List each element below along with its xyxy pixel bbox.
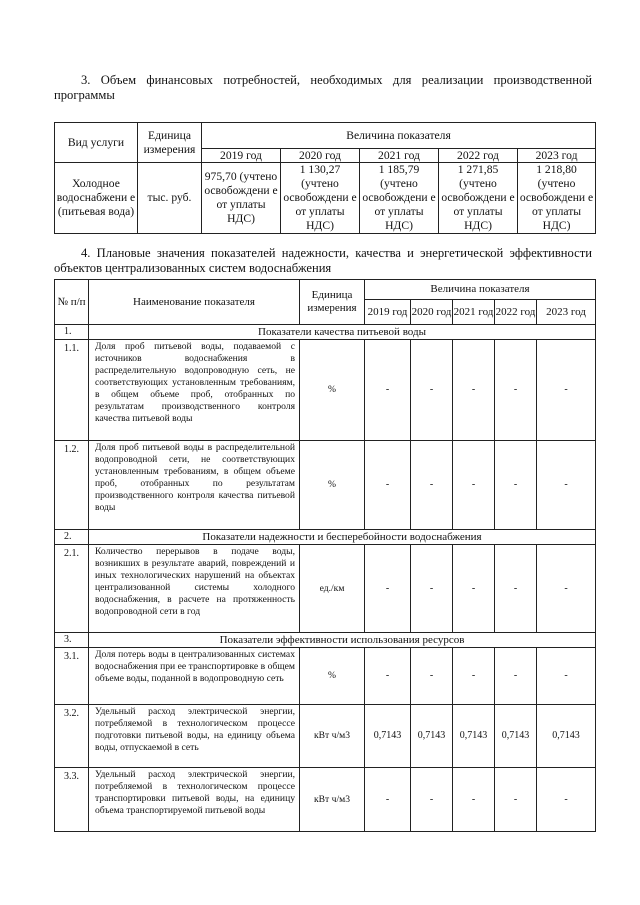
group-title: Показатели качества питьевой воды <box>89 325 596 340</box>
unit-cell: % <box>300 441 365 530</box>
value-cell: 1 218,80 (учтено освобождени е от уплаты НДС) <box>518 163 596 234</box>
header-year: 2019 год <box>365 300 411 325</box>
section-4-heading: 4. Плановые значения показателей надежности, качества и энергетической эффективности объектов централизованных систем водоснабжения <box>54 246 592 275</box>
group-title: Показатели эффективности использования ресурсов <box>89 633 596 648</box>
value-cell: 1 185,79 (учтено освобождени е от уплаты НДС) <box>360 163 439 234</box>
unit-cell: % <box>300 340 365 441</box>
service-cell: Холодное водоснабжени е (питьевая вода) <box>55 163 138 234</box>
header-service-type: Вид услуги <box>55 123 138 163</box>
value-cell: - <box>537 441 596 530</box>
value-cell: 975,70 (учтено освобождени е от уплаты НДС) <box>202 163 281 234</box>
row-number: 2.1. <box>55 545 89 633</box>
value-cell: - <box>495 768 537 832</box>
header-year: 2023 год <box>518 149 596 163</box>
header-year: 2022 год <box>439 149 518 163</box>
value-cell: 0,7143 <box>365 705 411 768</box>
indicator-name: Удельный расход электрической энергии, потребляемой в технологическом процессе транспортировки питьевой воды, на единицу объема транспортируемой питьевой воды <box>89 768 300 832</box>
header-year: 2019 год <box>202 149 281 163</box>
group-number: 1. <box>55 325 89 340</box>
value-cell: - <box>365 768 411 832</box>
value-cell: - <box>411 648 453 705</box>
value-cell: - <box>453 441 495 530</box>
header-indicator-value: Величина показателя <box>202 123 596 149</box>
group-number: 3. <box>55 633 89 648</box>
value-cell: - <box>365 441 411 530</box>
value-cell: 0,7143 <box>453 705 495 768</box>
value-cell: - <box>411 768 453 832</box>
group-title: Показатели надежности и бесперебойности водоснабжения <box>89 530 596 545</box>
header-row-number: № п/п <box>55 280 89 325</box>
value-cell: - <box>453 648 495 705</box>
value-cell: - <box>365 648 411 705</box>
unit-cell: ед./км <box>300 545 365 633</box>
value-cell: - <box>495 441 537 530</box>
value-cell: - <box>495 545 537 633</box>
value-cell: - <box>411 545 453 633</box>
value-cell: - <box>411 340 453 441</box>
value-cell: - <box>453 768 495 832</box>
value-cell: 1 271,85 (учтено освобождени е от уплаты НДС) <box>439 163 518 234</box>
header-indicator-value: Величина показателя <box>365 280 596 300</box>
value-cell: - <box>495 648 537 705</box>
value-cell: - <box>453 545 495 633</box>
value-cell: - <box>537 648 596 705</box>
unit-cell: кВт ч/м3 <box>300 705 365 768</box>
header-year: 2020 год <box>411 300 453 325</box>
indicator-name: Удельный расход электрической энергии, потребляемой в технологическом процессе подготовки питьевой воды, на единицу объема воды, отпускаемой в сеть <box>89 705 300 768</box>
header-year: 2021 год <box>360 149 439 163</box>
unit-cell: тыс. руб. <box>138 163 202 234</box>
indicator-name: Доля потерь воды в централизованных системах водоснабжения при ее транспортировке в общем объеме воды, поданной в водопроводную сеть <box>89 648 300 705</box>
header-unit: Единица измерения <box>300 280 365 325</box>
unit-cell: % <box>300 648 365 705</box>
header-unit: Единица измерения <box>138 123 202 163</box>
value-cell: - <box>453 340 495 441</box>
performance-indicators-table <box>54 279 596 832</box>
row-number: 3.3. <box>55 768 89 832</box>
header-year: 2022 год <box>495 300 537 325</box>
header-year: 2021 год <box>453 300 495 325</box>
value-cell: - <box>365 340 411 441</box>
section-3-heading: 3. Объем финансовых потребностей, необходимых для реализации производственной программы <box>54 73 592 102</box>
value-cell: - <box>411 441 453 530</box>
row-number: 3.1. <box>55 648 89 705</box>
indicator-name: Количество перерывов в подаче воды, возникших в результате аварий, повреждений и иных технологических нарушений на объектах централизованной системы холодного водоснабжения, в расчете на протяженность водопроводной сети в год <box>89 545 300 633</box>
header-year: 2023 год <box>537 300 596 325</box>
group-number: 2. <box>55 530 89 545</box>
value-cell: 1 130,27 (учтено освобождени е от уплаты НДС) <box>281 163 360 234</box>
value-cell: - <box>537 545 596 633</box>
financial-needs-table <box>54 122 596 234</box>
value-cell: - <box>365 545 411 633</box>
header-year: 2020 год <box>281 149 360 163</box>
value-cell: - <box>537 340 596 441</box>
value-cell: - <box>537 768 596 832</box>
value-cell: 0,7143 <box>537 705 596 768</box>
indicator-name: Доля проб питьевой воды, подаваемой с источников водоснабжения в распределительную водопроводную сеть, не соответствующих установленным требованиям, в общем объеме проб, отобранных по результатам производственного контроля качества питьевой воды <box>89 340 300 441</box>
row-number: 3.2. <box>55 705 89 768</box>
row-number: 1.1. <box>55 340 89 441</box>
unit-cell: кВт ч/м3 <box>300 768 365 832</box>
header-indicator-name: Наименование показателя <box>89 280 300 325</box>
value-cell: 0,7143 <box>495 705 537 768</box>
value-cell: - <box>495 340 537 441</box>
value-cell: 0,7143 <box>411 705 453 768</box>
indicator-name: Доля проб питьевой воды в распределительной водопроводной сети, не соответствующих установленным требованиям, в общем объеме проб, отобранных по результатам производственного контроля качества питьевой воды <box>89 441 300 530</box>
row-number: 1.2. <box>55 441 89 530</box>
